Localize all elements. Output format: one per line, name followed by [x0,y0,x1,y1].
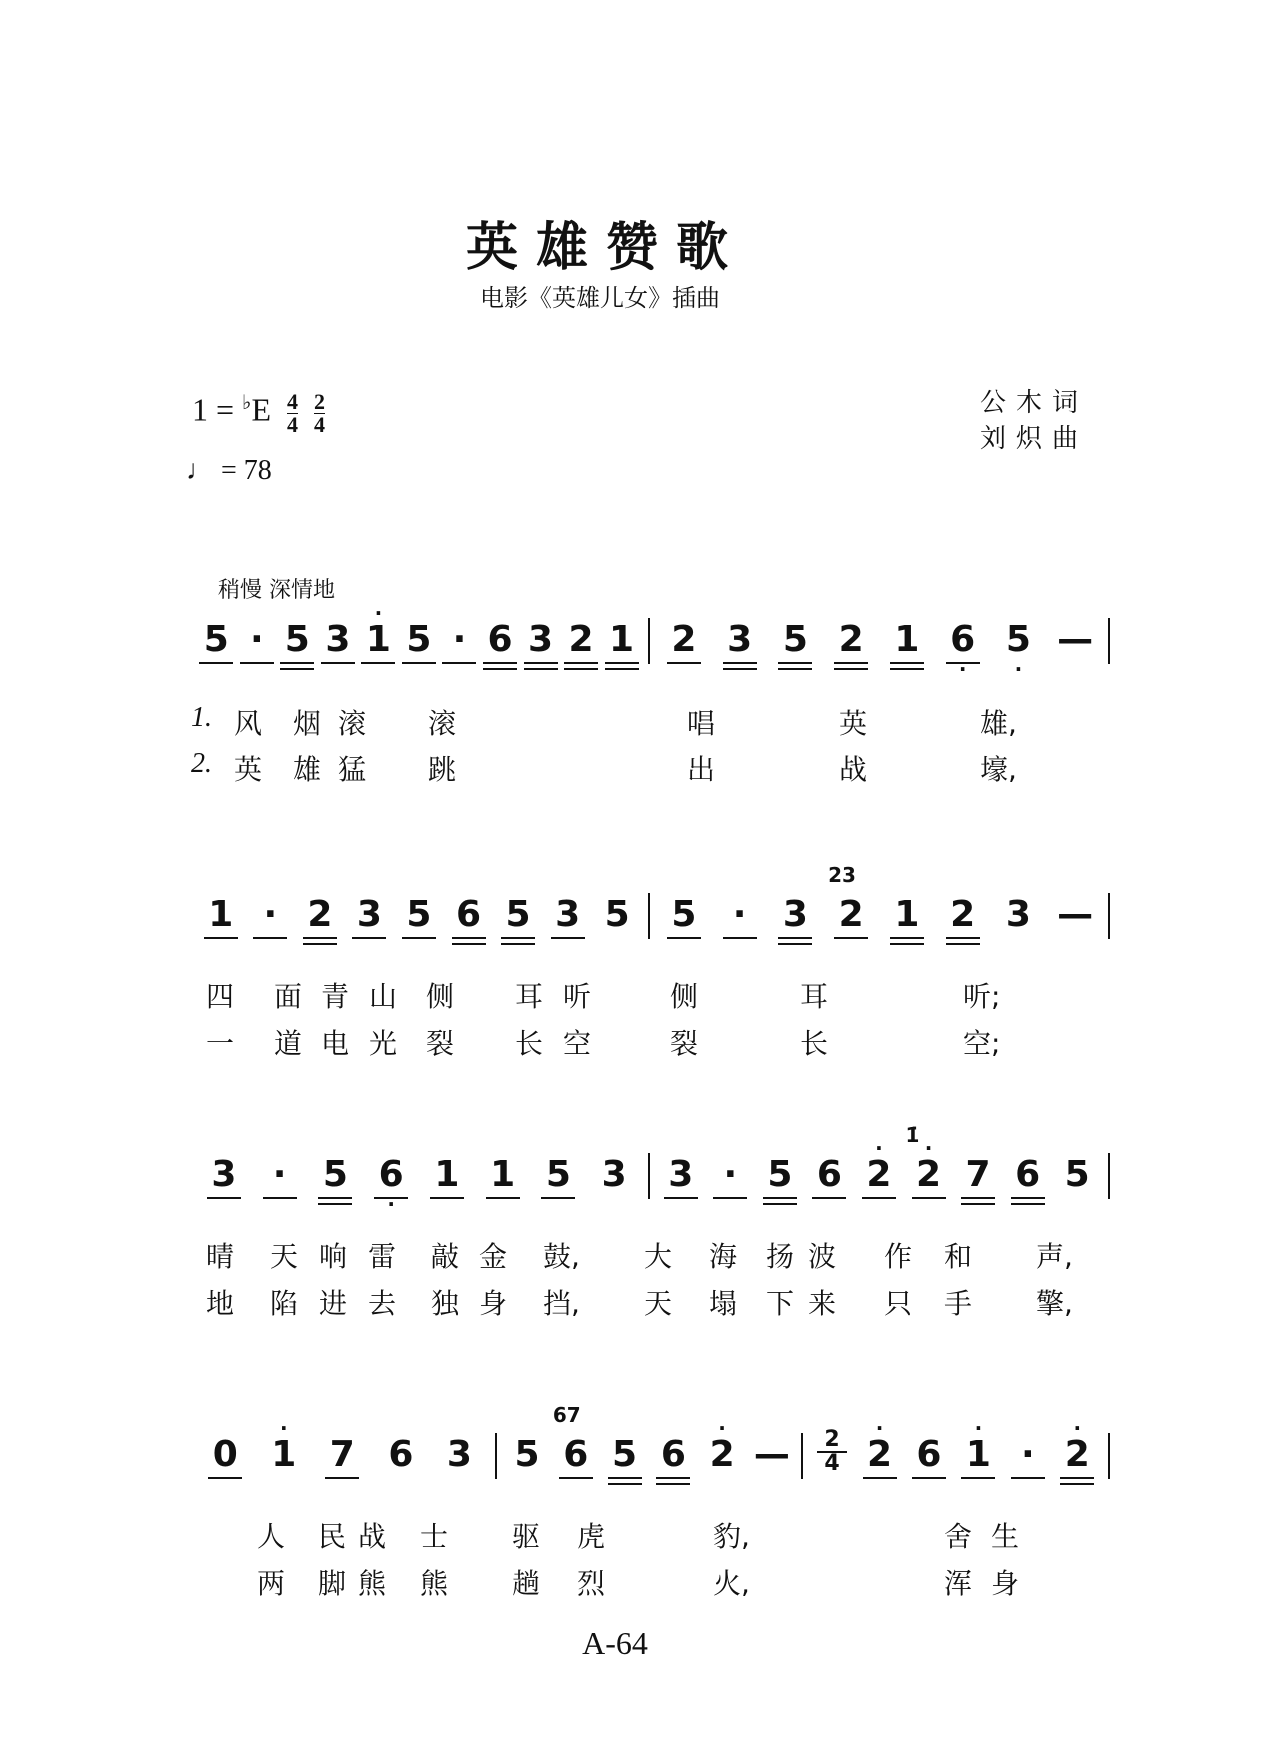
note [384,1435,418,1483]
lyric-syllable: 身 [479,1287,508,1320]
note-digit: 2 [307,894,333,935]
note [1011,1155,1045,1203]
note-digit: 3 [727,619,753,660]
lyric-syllable: 来 [808,1287,837,1320]
note [890,620,924,668]
lyric-syllable: 塌 [709,1287,738,1320]
lyricist: 公木词 [980,388,1089,418]
note-digit: 1 [271,1434,297,1475]
note [352,895,386,943]
note [828,863,868,943]
note [501,895,535,943]
note-digit: 2 [568,619,594,660]
quarter-note-icon: ♩ [186,455,214,486]
note-digit: 3 [782,894,808,935]
ts-den: 4 [824,1451,840,1476]
note-digit: 5 [604,894,630,935]
note [430,1155,464,1203]
tempo-value: = 78 [221,455,272,486]
lyric-syllable: 手 [944,1287,973,1320]
note-digit: — [1057,619,1094,660]
lyric-syllable: 擎, [1036,1287,1073,1320]
octave-dot-above: · [718,1416,726,1440]
octave-dot-below: · [387,1192,395,1216]
lyric-syllable: 豹, [713,1520,750,1553]
lyric-syllable: 2. [191,748,212,779]
octave-dot-above: · [974,1416,983,1440]
time-signature-change [817,1429,847,1483]
note-digit: 5 [514,1434,540,1475]
note-digit: 1 [365,619,391,660]
note-digit: 5 [612,1434,638,1475]
grace-note: 1̇ [905,1123,920,1147]
note-digit: 5 [1064,1154,1090,1195]
lyric-syllable: 声, [1036,1240,1073,1273]
note [597,1155,631,1203]
credits [980,385,1088,457]
lyric-syllable: 雄 [293,753,322,786]
note-digit: 1 [894,894,920,935]
note-digit: 2 [709,1434,735,1475]
note [1001,895,1035,943]
measure [190,1154,648,1216]
lyric-syllable: 长 [515,1027,544,1060]
note [723,895,757,943]
note-digit: 6 [378,1154,404,1195]
lyric-syllable: 大 [644,1240,673,1273]
octave-dot-below: · [958,657,967,681]
lyric-syllable: 鼓, [543,1240,580,1273]
note [667,620,701,668]
note-digit: 2 [866,1434,893,1475]
note [763,1155,797,1203]
note-digit: 5 [671,894,697,935]
barline [1108,1153,1110,1199]
note-digit: 6 [388,1434,414,1475]
key-prefix: 1 = [192,391,243,428]
score-row [190,1123,1110,1216]
octave-dot-above: · [875,1416,884,1440]
lyric-syllable: 独 [431,1287,460,1320]
lyric-syllable: 战 [358,1520,387,1553]
note-digit: · [452,619,467,660]
lyric-syllable: 风 [234,707,263,740]
note-digit: 6 [916,1434,942,1475]
note [890,895,924,943]
note [863,1416,897,1483]
measure [650,1123,1108,1203]
note-digit: · [723,1154,738,1195]
note [208,1435,242,1483]
lyric-syllable: 响 [319,1240,348,1273]
measure [190,601,648,668]
lyric-syllable: 出 [687,753,716,786]
song-title: 英雄赞歌 [465,218,746,278]
note-digit: 5 [284,619,310,660]
lyric-syllable: 英 [839,707,868,740]
octave-dot-above: · [924,1136,933,1160]
lyric-syllable: 战 [839,753,868,786]
note [1057,619,1094,668]
note [961,1155,995,1203]
note [723,620,757,668]
lyric-syllable: 一 [206,1027,235,1060]
lyric-syllable: 唱 [687,707,716,740]
lyric-syllable: 滚 [428,707,457,740]
note [946,619,980,681]
note [1001,619,1035,681]
ts-den: 4 [314,411,326,437]
note [778,620,812,668]
lyric-syllable: 光 [369,1027,398,1060]
note-digit: · [272,1154,287,1195]
ts-den: 4 [287,411,299,437]
note-digit: 3 [601,1154,627,1195]
ts-num: 2 [817,1429,847,1453]
lyric-syllable: 壕, [980,753,1017,786]
octave-dot-above: · [279,1416,288,1440]
note [713,1155,747,1203]
measure [650,619,1108,681]
note [600,895,634,943]
lyric-syllable: 驱 [512,1520,541,1553]
note-digit: 3 [555,894,581,935]
note-digit: 5 [406,619,432,660]
lyric-syllable: 两 [257,1567,286,1600]
note-digit: 7 [965,1154,991,1195]
note-digit: · [249,619,264,660]
note-digit: 6 [455,894,482,935]
note-digit: 1 [434,1154,460,1195]
lyric-syllable: 趟 [512,1567,541,1600]
note [551,895,585,943]
lyric-syllable: 作 [884,1240,913,1273]
note [605,620,639,668]
note-digit: 2 [838,894,864,935]
note-digit: 3 [356,894,382,935]
lyric-syllable: 浑 [944,1567,973,1600]
note-digit: 2 [1064,1434,1090,1475]
lyric-syllable: 跳 [428,753,457,786]
time-signature-2-4 [314,388,326,437]
lyric-syllable: 面 [274,980,303,1013]
tempo-marking [186,455,272,487]
lyric-syllable: 耳 [515,980,544,1013]
flat-icon: ♭ [242,392,252,414]
note-digit: 5 [545,1154,571,1195]
measure [190,895,648,943]
lyric-syllable: 晴 [206,1240,235,1273]
note-digit: 6 [816,1154,842,1195]
lyric-syllable: 火, [713,1567,750,1600]
note-digit: 1 [965,1434,991,1475]
measure [650,863,1108,943]
expression-marking: 稍慢 深情地 [218,578,335,603]
note [374,1154,408,1216]
note-digit: 1 [609,619,635,660]
score-row [190,863,1110,943]
grace-note: 67 [552,1403,581,1427]
lyric-syllable: 青 [321,980,350,1013]
lyric-syllable: 雄, [980,707,1017,740]
measure [190,1416,495,1483]
lyric-syllable: 熊 [358,1567,387,1600]
lyric-syllable: 雷 [368,1240,397,1273]
lyric-syllable: 天 [270,1240,299,1273]
note-digit: 1 [894,619,920,660]
score-row [190,601,1110,681]
note [204,895,238,943]
note [564,620,598,668]
lyric-syllable: 身 [991,1567,1020,1600]
lyric-syllable: 脚 [318,1567,347,1600]
lyric-syllable: 海 [709,1240,738,1273]
note [452,895,486,943]
lyric-syllable: 四 [206,980,235,1013]
note-digit: 6 [563,1434,589,1475]
lyric-syllable: 裂 [670,1027,699,1060]
lyric-syllable: 滚 [338,707,367,740]
note-digit: 3 [325,619,351,660]
lyric-syllable: 士 [420,1520,449,1553]
lyric-syllable: 金 [479,1240,508,1273]
note-digit: · [732,894,747,935]
lyric-syllable: 听; [963,980,1001,1013]
note-digit: — [753,1434,790,1475]
note [280,620,314,668]
lyric-syllable: 听 [563,980,592,1013]
note [442,620,476,668]
lyric-syllable: 下 [766,1287,795,1320]
lyric-syllable: 扬 [766,1240,795,1273]
lyric-syllable: 进 [319,1287,348,1320]
lyric-syllable: 波 [808,1240,837,1273]
note [905,1123,946,1203]
lyric-syllable: 烟 [293,707,322,740]
octave-dot-below: · [1014,657,1023,681]
octave-dot-above: · [1073,1416,1082,1440]
note [912,1435,946,1483]
note [541,1155,575,1203]
note-digit: 3 [1005,894,1031,935]
note-digit: 1 [208,894,234,935]
lyric-syllable: 敲 [431,1240,460,1273]
note-digit: — [1057,894,1094,935]
note [325,1435,359,1483]
note [199,620,233,668]
lyric-syllable: 猛 [338,753,367,786]
lyric-syllable: 电 [321,1027,350,1060]
ts-num: 2 [314,388,326,414]
note [1060,1416,1094,1483]
ts-num: 4 [287,388,299,414]
note-digit: 6 [660,1434,686,1475]
note [656,1435,690,1483]
note-digit: 3 [211,1154,237,1195]
note-digit: 5 [767,1154,793,1195]
note-digit: 2 [838,619,864,660]
lyric-syllable: 民 [318,1520,347,1553]
note [664,1155,698,1203]
score-row [190,1403,1110,1483]
lyric-syllable: 天 [644,1287,673,1320]
barline [1108,618,1110,664]
lyric-syllable: 烈 [577,1567,606,1600]
lyric-syllable: 侧 [670,980,699,1013]
note [486,1155,520,1203]
note [321,620,355,668]
note-digit: 5 [203,619,229,660]
note-digit: 6 [487,619,513,660]
lyric-syllable: 英 [234,753,263,786]
lyric-syllable: 舍 [944,1520,973,1553]
note [1057,894,1094,943]
lyric-syllable: 熊 [420,1567,449,1600]
grace-note: 23 [828,863,856,887]
note [961,1416,995,1483]
note-digit: 2 [915,1154,942,1195]
note-digit: 2 [866,1154,892,1195]
note [778,895,812,943]
lyric-syllable: 道 [274,1027,303,1060]
note [240,620,274,668]
note-digit: 3 [446,1434,472,1475]
note-digit: · [1020,1434,1035,1475]
barline [1108,1433,1110,1479]
lyric-syllable: 侧 [426,980,455,1013]
note [318,1155,352,1203]
note [483,620,517,668]
lyric-syllable: 和 [944,1240,973,1273]
lyric-syllable: 长 [800,1027,829,1060]
note-digit: 5 [1005,619,1031,660]
note [524,620,558,668]
lyric-syllable: 虎 [577,1520,606,1553]
note-digit: 3 [527,619,554,660]
octave-dot-above: · [374,601,383,625]
note-digit: 5 [505,894,531,935]
time-signature-4-4 [287,388,299,437]
note-digit: 7 [329,1434,355,1475]
note-digit: 0 [212,1434,238,1475]
page-number: A-64 [582,1625,648,1661]
lyric-syllable: 山 [369,980,398,1013]
note [303,895,337,943]
lyric-syllable: 耳 [800,980,829,1013]
song-subtitle: 电影《英雄儿女》插曲 [480,284,720,312]
note [754,1435,788,1483]
composer: 刘炽曲 [980,424,1089,454]
note [812,1155,846,1203]
note-digit: · [263,894,278,935]
note [361,601,395,668]
note-digit: 2 [950,894,976,935]
note [442,1435,476,1483]
barline [1108,893,1110,939]
note-digit: 5 [322,1154,348,1195]
lyric-syllable: 陷 [270,1287,299,1320]
lyric-syllable: 空 [563,1027,592,1060]
note-digit: 5 [782,619,808,660]
lyric-syllable: 空; [963,1027,1001,1060]
measure [803,1416,1108,1483]
lyric-syllable: 人 [257,1520,286,1553]
note [946,895,980,943]
lyric-syllable: 去 [368,1287,397,1320]
note-digit: 1 [490,1154,516,1195]
note-digit: 2 [671,619,697,660]
measure [497,1403,802,1483]
lyric-syllable: 只 [884,1287,913,1320]
note-digit: 6 [950,619,976,660]
key-signature [192,390,325,436]
note [1060,1155,1094,1203]
note [552,1403,593,1483]
note [1011,1435,1045,1483]
key-note: E [251,391,272,428]
note [207,1155,241,1203]
lyric-syllable: 生 [991,1520,1020,1553]
note [834,620,868,668]
octave-dot-above: · [875,1136,883,1160]
note [267,1416,301,1483]
note [402,895,436,943]
note-digit: 5 [406,894,432,935]
note [263,1155,297,1203]
lyric-syllable: 裂 [426,1027,455,1060]
note [510,1435,544,1483]
lyric-syllable: 地 [206,1287,235,1320]
note [608,1435,642,1483]
note [705,1416,739,1483]
lyric-syllable: 挡, [543,1287,580,1320]
note [862,1136,896,1203]
lyric-syllable: 1. [191,702,212,733]
note-digit: 3 [668,1154,694,1195]
note [253,895,287,943]
note-digit: 6 [1015,1154,1041,1195]
note [667,895,701,943]
note [402,620,436,668]
